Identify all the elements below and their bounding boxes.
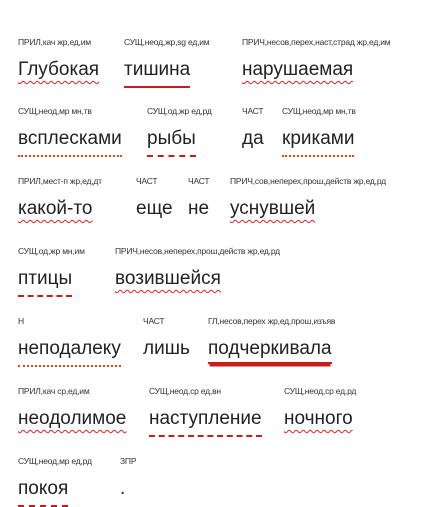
pos-tag: ЧАСТ [136,176,158,186]
token-eshche [136,176,173,225]
token-pokoya [18,456,92,507]
token-narushaemaya [242,37,390,86]
pos-tag: ПРИЧ,сов,неперех,прош,действ жр,ед,рд [230,176,386,186]
word: подчеркивала [208,338,332,364]
word: возившейся [115,268,221,289]
pos-tag: СУЩ,неод,мр ед,рд [18,456,92,466]
pos-tag: ЧАСТ [188,176,210,186]
word: ночного [284,408,353,429]
token-neodolimoe [18,386,126,435]
token-glubokaya [18,37,99,86]
word: неодолимое [18,408,127,429]
word: рыбы [147,128,196,157]
pos-tag: ГЛ,несов,перех жр,ед,прош,изъяв [208,316,336,326]
word: криками [282,128,354,157]
word: неподалеку [18,338,121,367]
word: не [188,198,210,219]
word: птицы [18,268,72,297]
token-nastuplenie [149,386,262,437]
pos-tag: ПРИЧ,несов,неперех,прош,действ жр,ед,рд [115,246,280,256]
token-da [242,106,264,155]
pos-tag: СУЩ,од,жр мн,им [18,246,85,256]
word: уснувшей [230,198,316,219]
token-ptitsy [18,246,85,297]
pos-tag: СУЩ,неод,ср ед,рд [284,386,357,396]
token-lish [143,316,190,365]
pos-tag: СУЩ,неод,ср ед,вн [149,386,221,396]
word: Глубокая [18,59,100,80]
pos-tag: ПРИЛ,мест-п жр,ед,дт [18,176,102,186]
word: еще [136,198,173,219]
word: наступление [149,408,262,437]
token-usnuvshey [230,176,386,225]
token-kakoy-to [18,176,102,225]
token-krikami [282,106,356,157]
token-nepodaleku [18,316,121,367]
token-ryby [147,106,212,157]
pos-tag: ЗПР [120,456,137,466]
pos-tag: ПРИЛ,кач жр,ед,им [18,37,91,47]
token-podcherkivala [208,316,335,364]
word: тишина [124,59,190,88]
pos-tag: ПРИЛ,кач ср,ед,им [18,386,90,396]
pos-tag: ЧАСТ [143,316,165,326]
token-ne [188,176,209,225]
pos-tag: СУЩ,неод,мр мн,тв [282,106,356,116]
pos-tag: ПРИЧ,несов,перех,наст,страд жр,ед,им [242,37,391,47]
pos-tag: Н [18,316,24,326]
token-vozivsheysya [115,246,280,295]
token-nochnogo [284,386,356,435]
pos-tag: СУЩ,неод,жр,sg ед,им [124,37,210,47]
word: лишь [143,338,190,359]
word: всплесками [18,128,122,157]
pos-tag: СУЩ,неод,мр мн,тв [18,106,92,116]
token-vspleskami [18,106,122,157]
word: какой-то [18,198,93,219]
token-period [120,456,136,505]
word: покоя [18,478,68,507]
pos-tag: СУЩ,од,жр ед,рд [147,106,212,116]
token-tishina [124,37,209,88]
pos-tag: ЧАСТ [242,106,264,116]
word: нарушаемая [242,59,354,80]
word: . [120,478,126,499]
word: да [242,128,264,149]
